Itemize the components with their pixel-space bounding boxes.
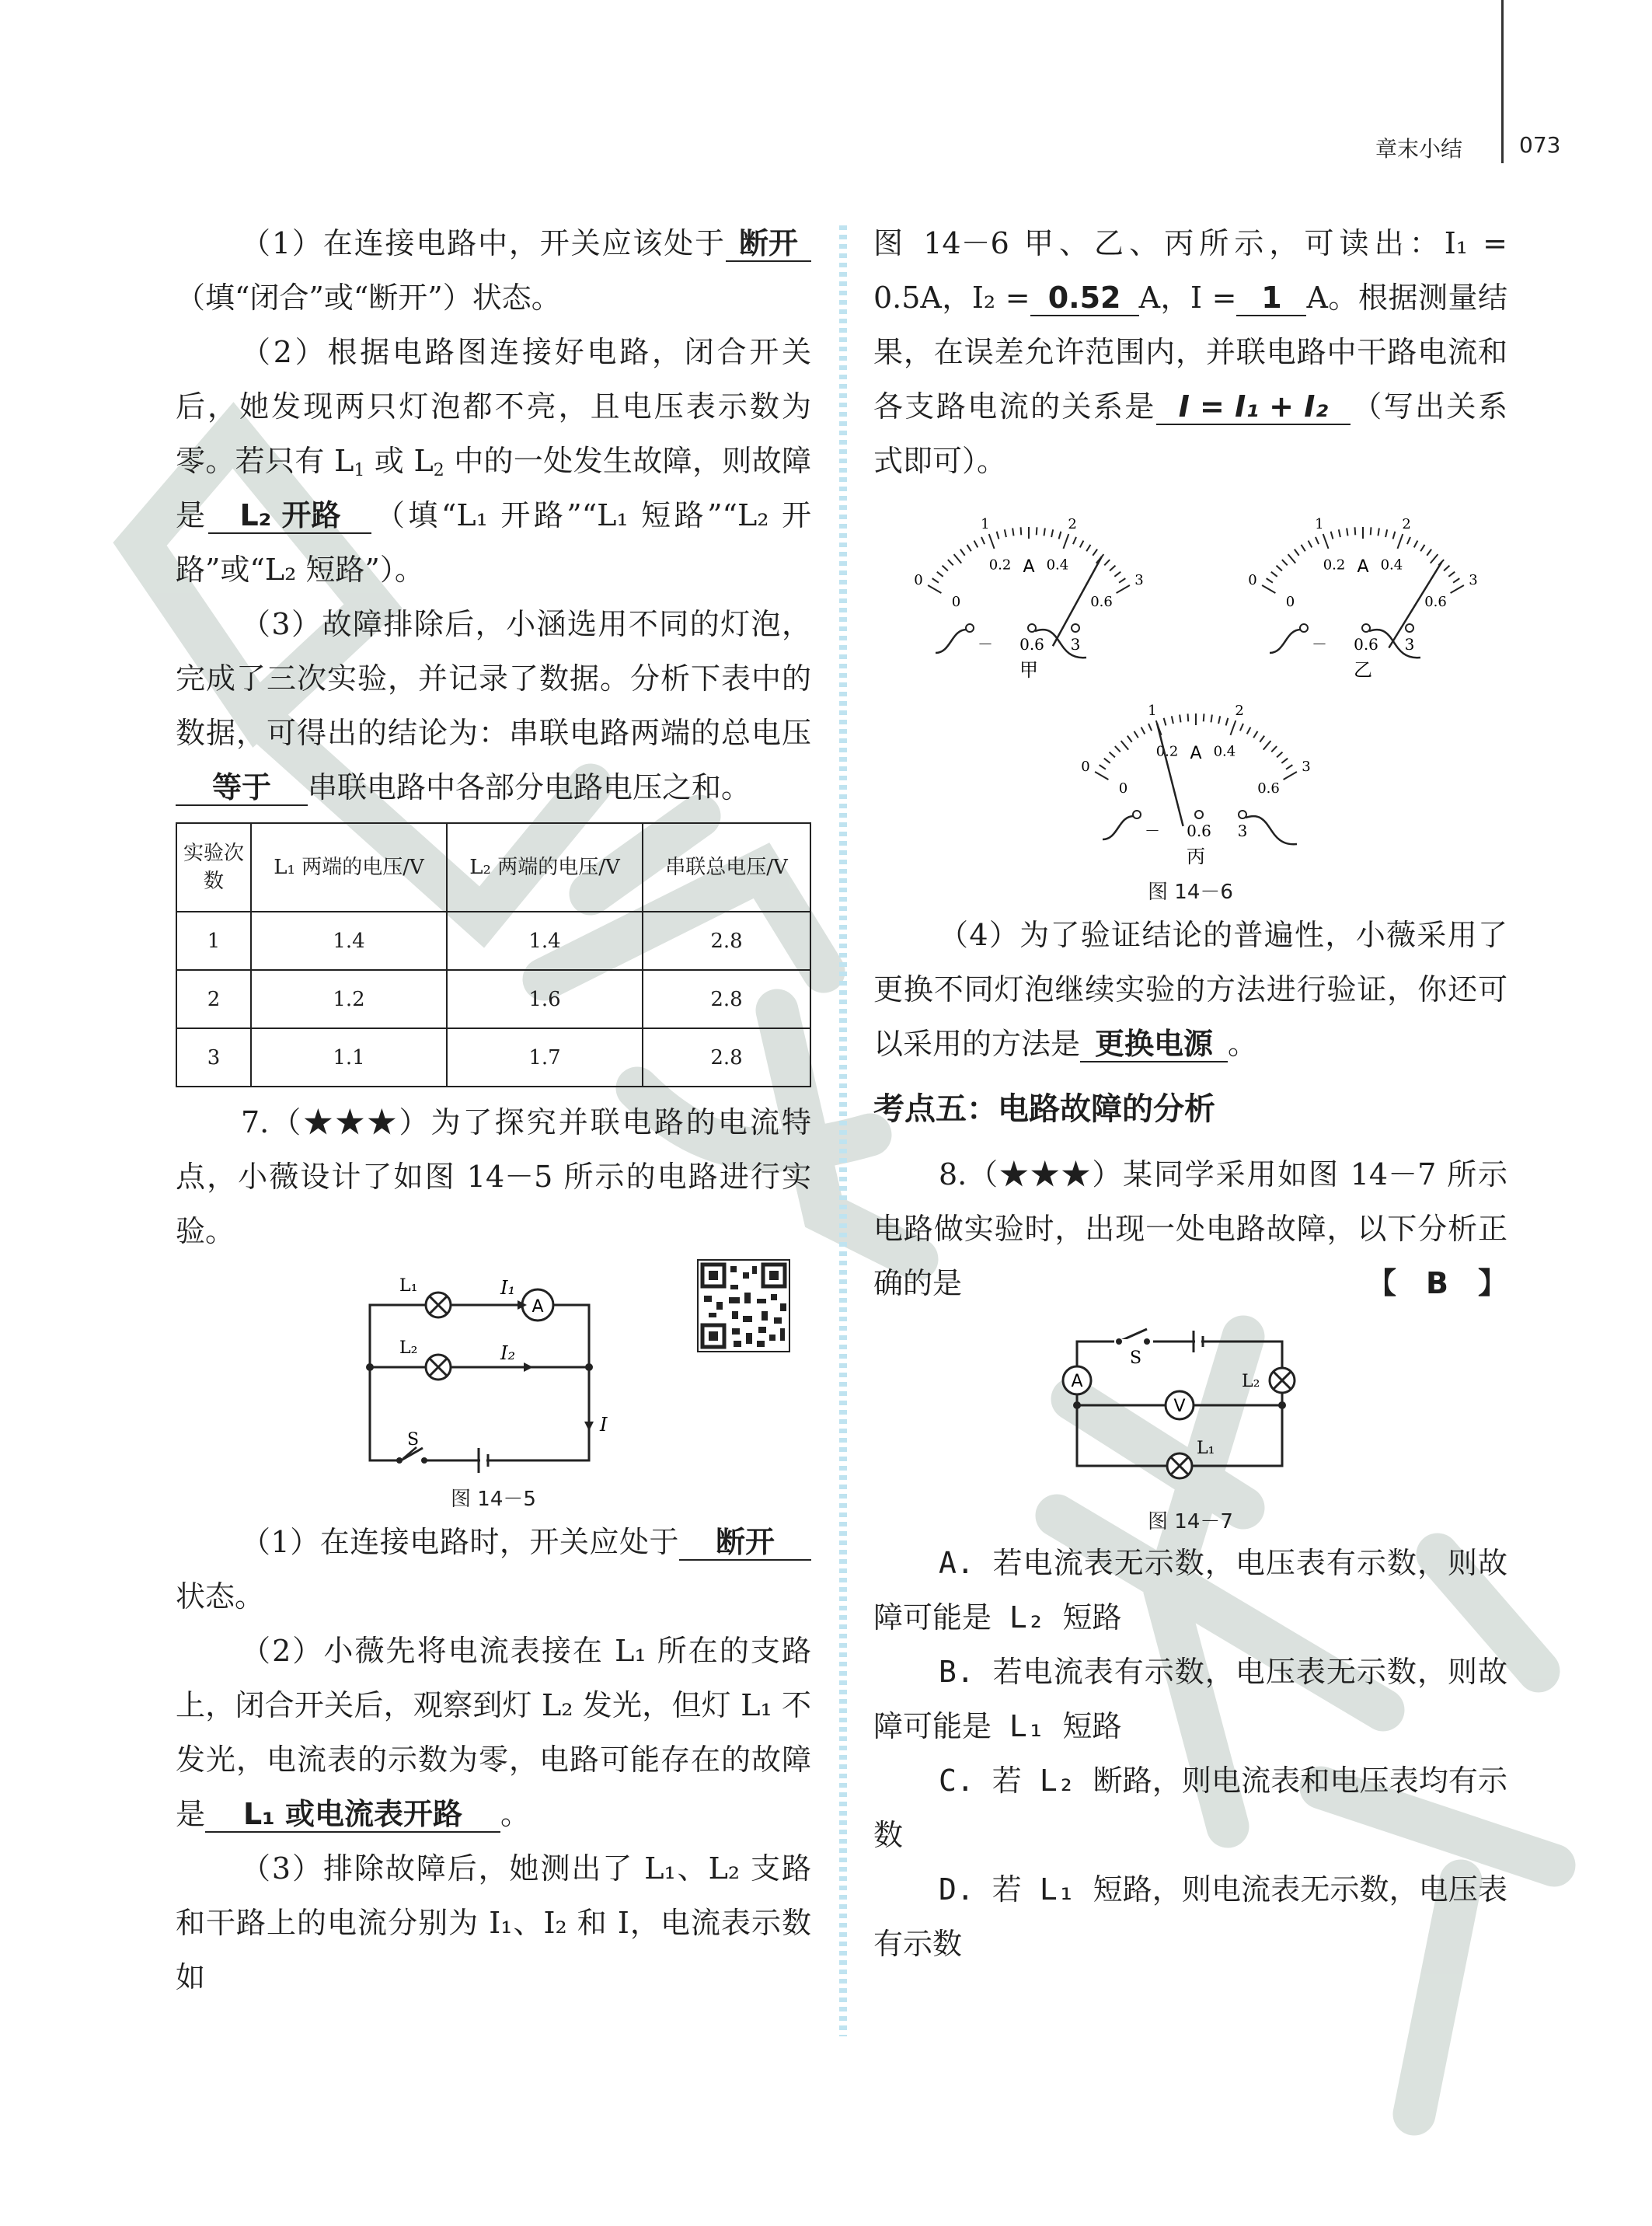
scale-label-bottom: 0.2 — [988, 556, 1012, 574]
scale-label-bottom: 0.2 — [1323, 556, 1346, 574]
answer-blank-i: 1 — [1236, 281, 1306, 316]
question-7-4: （4）为了验证结论的普遍性，小薇采用了更换不同灯泡继续实验的方法进行验证，你还可以采用的方法是 更换电源 。 — [873, 918, 1507, 1061]
question-7-2: （2）小薇先将电流表接在 L₁ 所在的支路上，闭合开关后，观察到灯 L₂ 发光，但灯 L₁ 不发光，电流表的示数为零，电路可能存在的故障是 L₁ 或电流表开路 。 — [176, 1634, 811, 1831]
table-header: L₁ 两端的电压/V — [251, 823, 447, 912]
question-6-2: （2）根据电路图连接好电路，闭合开关后，她发现两只灯泡都不亮，且电压表示数为零。若只有 $L_1$ 或 $L_2$ 中的一处发生故障，则故障是 L₂ 开路 （填“L₁ 开路”“L₁ 短路”“L₂ 开路”或“L₂ 短路”）。 — [176, 335, 811, 587]
fault-circuit-diagram — [873, 1310, 1507, 1505]
option-a: A. 若电流表无示数，电压表有示数，则故障可能是 L₂ 短路 — [873, 1546, 1507, 1635]
scale-label-top: 0 — [914, 572, 923, 588]
meter-name: 丙 — [1187, 846, 1205, 867]
table-row — [176, 912, 810, 970]
column-divider — [839, 225, 847, 2036]
table-row — [176, 970, 810, 1028]
voltage-table — [176, 822, 811, 1087]
terminal-3: 3 — [1404, 635, 1415, 654]
lamp-l1-label: L₁ — [1197, 1439, 1215, 1458]
scale-label-top: 2 — [1402, 515, 1411, 532]
lamp-l2-label: L₂ — [1242, 1372, 1260, 1391]
scale-label-top: 3 — [1469, 572, 1478, 588]
question-6-1: （1）在连接电路中，开关应该处于 断开（填“闭合”或“断开”）状态。 — [176, 216, 811, 325]
figure-14-5-caption: 图 14－5 — [451, 1488, 536, 1511]
parallel-circuit-diagram — [176, 1258, 811, 1484]
current-i2-label: I₂ — [500, 1342, 516, 1364]
table-cell: 1.2 — [251, 970, 447, 1028]
scale-label-bottom: 0.6 — [1257, 780, 1280, 797]
current-i-label: I — [600, 1414, 608, 1436]
table-cell: 2.8 — [643, 912, 810, 970]
ammeter-丙 — [1081, 703, 1311, 867]
scale-label-top: 0 — [1248, 572, 1257, 588]
table-cell: 1.4 — [251, 912, 447, 970]
ammeter-readings-diagram — [873, 488, 1507, 877]
option-c: C. 若 L₂ 断路，则电流表和电压表均有示数 — [873, 1764, 1507, 1852]
option-b: B. 若电流表有示数，电压表无示数，则故障可能是 L₁ 短路 — [873, 1655, 1507, 1743]
lamp-l2-label: L₂ — [399, 1338, 418, 1358]
table-cell: 3 — [176, 1028, 251, 1087]
ammeter-乙 — [1248, 516, 1478, 681]
terminal-3: 3 — [1070, 635, 1081, 654]
question-7: 7.（★★★）为了探究并联电路的电流特点，小薇设计了如图 14－5 所示的电路进行实验。 — [176, 1105, 811, 1248]
scale-label-bottom: 0 — [1118, 780, 1128, 797]
answer-blank-7-4: 更换电源 — [1080, 1027, 1228, 1062]
figure-14-6 — [873, 488, 1507, 908]
question-6-3: （3）故障排除后，小涵选用不同的灯泡，完成了三次实验，并记录了数据。分析下表中的数据，可得出的结论为：串联电路两端的总电压等于 串联电路中各部分电路电压之和。 — [176, 607, 811, 804]
terminal-0.6: 0.6 — [1019, 635, 1044, 654]
scale-label-top: 0 — [1081, 759, 1090, 775]
scale-label-top: 3 — [1302, 759, 1311, 775]
table-cell: 1.1 — [251, 1028, 447, 1087]
table-cell: 1.6 — [447, 970, 643, 1028]
answer-blank-relation: I = I₁ + I₂ — [1156, 389, 1351, 425]
scale-label-bottom: 0 — [951, 594, 961, 610]
scale-label-bottom: 0 — [1285, 594, 1295, 610]
scale-label-bottom: 0.4 — [1380, 556, 1403, 574]
table-header-row — [176, 823, 810, 912]
table-row — [176, 1028, 810, 1087]
answer-blank-7-1: 断开 — [679, 1525, 811, 1561]
terminal-minus: － — [1145, 822, 1160, 840]
switch-label: S — [1130, 1349, 1142, 1368]
table-cell: 1 — [176, 912, 251, 970]
unit-label: A — [1190, 744, 1202, 763]
scale-label-bottom: 0.6 — [1090, 594, 1113, 610]
figure-14-7 — [873, 1310, 1507, 1536]
scale-label-bottom: 0.4 — [1046, 556, 1069, 574]
figure-14-5 — [176, 1258, 811, 1515]
terminal-minus: － — [1312, 635, 1327, 654]
needle — [1157, 724, 1183, 826]
scale-label-top: 3 — [1134, 572, 1144, 588]
terminal-minus: － — [978, 635, 993, 654]
lamp-l1-label: L₁ — [399, 1276, 418, 1296]
answer-blank-i2: 0.52 — [1030, 281, 1139, 316]
scale-label-bottom: 0.2 — [1155, 743, 1179, 760]
scale-label-bottom: 0.4 — [1213, 743, 1236, 760]
ammeter-甲 — [914, 516, 1144, 681]
ammeter-label: A — [1071, 1372, 1083, 1391]
table-header: L₂ 两端的电压/V — [447, 823, 643, 912]
meter-name: 乙 — [1354, 659, 1372, 681]
switch-label: S — [407, 1430, 420, 1450]
current-i1-label: I₁ — [500, 1277, 516, 1299]
table-cell: 2.8 — [643, 1028, 810, 1087]
header-rule — [1501, 0, 1504, 163]
figure-14-6-caption: 图 14－6 — [1148, 881, 1233, 904]
table-cell: 1.7 — [447, 1028, 643, 1087]
section-heading-5: 考点五：电路故障的分析 — [873, 1091, 1215, 1127]
ammeter-label: A — [531, 1297, 544, 1317]
answer-blank-7-2: L₁ 或电流表开路 — [205, 1797, 500, 1833]
voltmeter-label: V — [1173, 1397, 1186, 1416]
terminal-0.6: 0.6 — [1354, 635, 1378, 654]
terminal-3: 3 — [1237, 822, 1248, 840]
answer-8: 【 B 】 — [1367, 1266, 1507, 1300]
unit-label: A — [1357, 557, 1369, 577]
scale-label-top: 1 — [981, 515, 990, 532]
question-7-1: （1）在连接电路时，开关应处于 断开状态。 — [176, 1515, 811, 1624]
answer-blank-6-3: 等于 — [176, 770, 308, 806]
scale-label-top: 1 — [1148, 702, 1157, 719]
table-cell: 2 — [176, 970, 251, 1028]
figure-14-7-caption: 图 14－7 — [1148, 1510, 1233, 1533]
scale-label-bottom: 0.6 — [1424, 594, 1447, 610]
left-column — [176, 216, 811, 2004]
right-column — [873, 216, 1507, 1971]
table-cell: 1.4 — [447, 912, 643, 970]
table-header: 串联总电压/V — [643, 823, 810, 912]
scale-label-top: 2 — [1235, 702, 1244, 719]
question-8: 8.（★★★）某同学采用如图 14－7 所示电路做实验时，出现一处电路故障，以下分析正确的是 【 B 】 — [873, 1147, 1507, 1310]
answer-blank-6-2: L₂ 开路 — [208, 498, 371, 534]
header-section: 章末小结 — [1375, 136, 1463, 162]
question-7-3-continued: 图 14－6 甲、乙、丙所示，可读出：I₁ = 0.5A，I₂ = 0.52 A，I = 1 A。根据测量结果，在误差允许范围内，并联电路中干路电流和各支路电流的关系是 I = I₁ + I₂ （写出关系式即可）。 — [873, 226, 1507, 478]
answer-blank-6-1: 断开 — [726, 226, 811, 262]
unit-label: A — [1023, 557, 1035, 577]
question-7-3: （3）排除故障后，她测出了 L₁、L₂ 支路和干路上的电流分别为 I₁、I₂ 和 I，电流表示数如 — [176, 1851, 811, 1994]
terminal-0.6: 0.6 — [1187, 822, 1211, 840]
scale-label-top: 1 — [1315, 515, 1324, 532]
meter-name: 甲 — [1019, 659, 1038, 681]
table-cell: 2.8 — [643, 970, 810, 1028]
qr-code — [698, 1260, 789, 1352]
page-number: 073 — [1519, 132, 1561, 158]
table-header: 实验次数 — [176, 823, 251, 912]
scale-label-top: 2 — [1068, 515, 1077, 532]
option-d: D. 若 L₁ 短路，则电流表无示数，电压表有示数 — [873, 1872, 1507, 1961]
